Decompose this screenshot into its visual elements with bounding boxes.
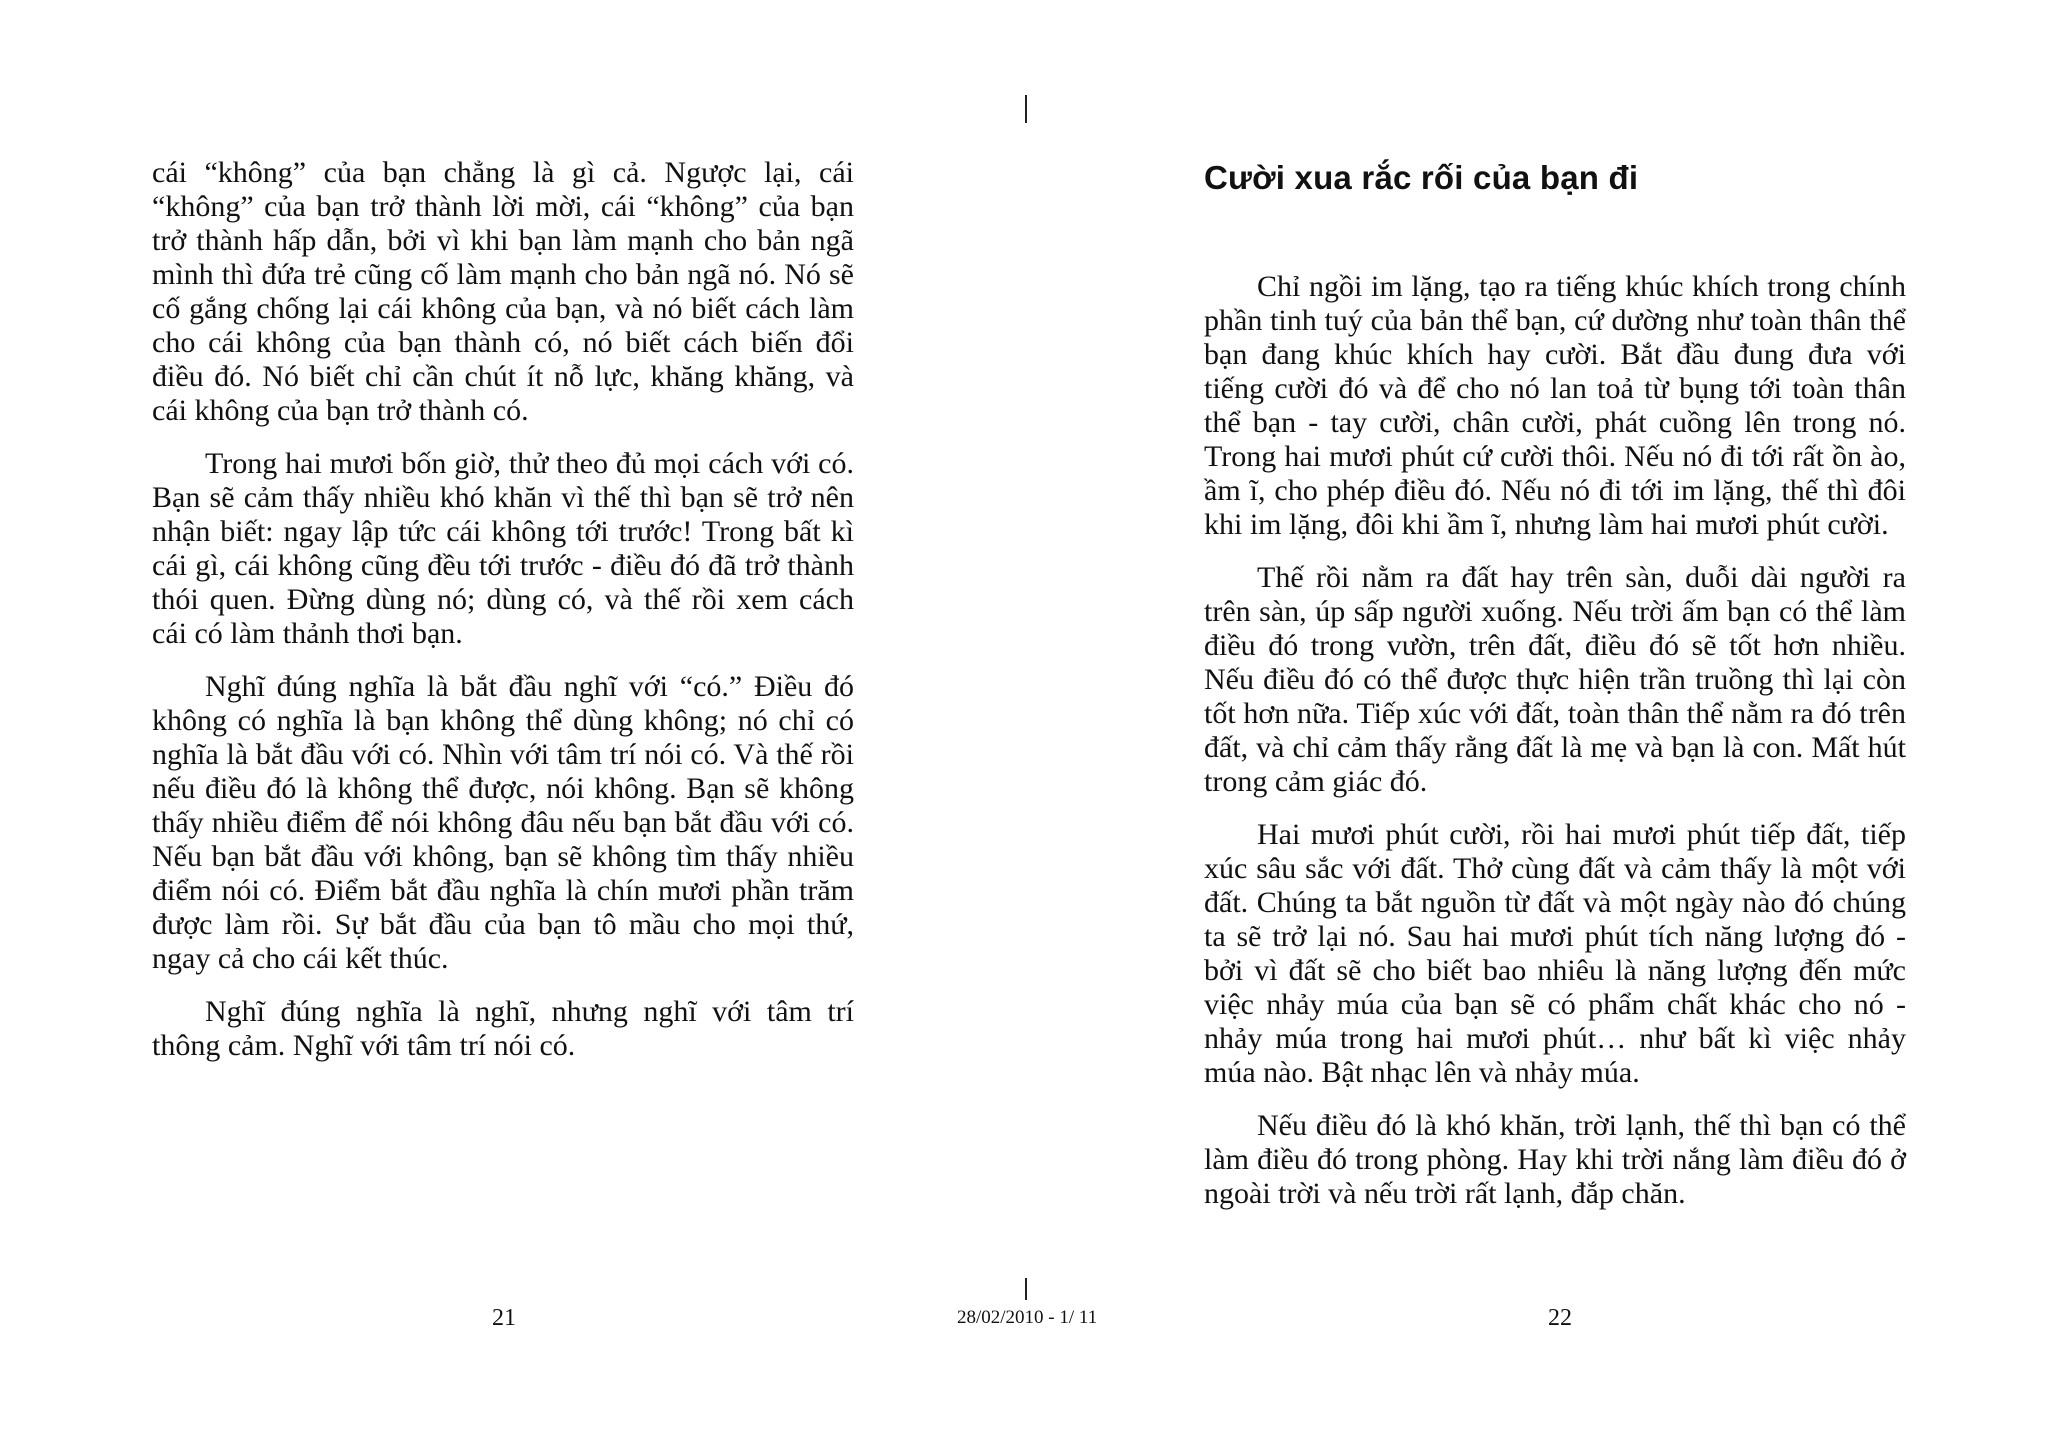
center-fold-mark-bottom [1025,1278,1027,1300]
right-page [1204,156,1906,1230]
right-paragraph-1: Chỉ ngồi im lặng, tạo ra tiếng khúc khích trong chính phần tinh tuý của bản thể bạn, cứ dường như toàn thân thể bạn đang khúc khích hay cười. Bắt đầu đung đưa với tiếng cười đó và để cho nó lan toả từ bụng tới toàn thân thể bạn - tay cười, chân cười, phát cuồng lên trong nó. Trong hai mươi phút cứ cười thôi. Nếu nó đi tới rất ồn ào, ầm ĩ, cho phép điều đó. Nếu nó đi tới im lặng, thế thì đôi khi im lặng, đôi khi ầm ĩ, nhưng làm hai mươi phút cười. [1204,270,1906,541]
right-paragraph-3: Hai mươi phút cười, rồi hai mươi phút tiếp đất, tiếp xúc sâu sắc với đất. Thở cùng đất và cảm thấy là một với đất. Chúng ta bắt nguồn từ đất và một ngày nào đó chúng ta sẽ trở lại nó. Sau hai mươi phút tích năng lượng đó - bởi vì đất sẽ cho biết bao nhiêu là năng lượng đến mức việc nhảy múa của bạn sẽ có phẩm chất khác cho nó - nhảy múa trong hai mươi phút… như bất kì việc nhảy múa nào. Bật nhạc lên và nhảy múa. [1204,818,1906,1089]
footer-date: 28/02/2010 - 1/ 11 [957,1307,1098,1328]
center-fold-mark-top [1025,95,1027,123]
right-paragraph-4: Nếu điều đó là khó khăn, trời lạnh, thế thì bạn có thể làm điều đó trong phòng. Hay khi trời nắng làm điều đó ở ngoài trời và nếu trời rất lạnh, đắp chăn. [1204,1109,1906,1210]
left-page [152,156,854,1082]
page-number-left: 21 [492,1305,516,1331]
left-paragraph-3: Nghĩ đúng nghĩa là bắt đầu nghĩ với “có.” Điều đó không có nghĩa là bạn không thể dùng không; nó chỉ có nghĩa là bắt đầu với có. Nhìn với tâm trí nói có. Và thế rồi nếu điều đó là không thể được, nói không. Bạn sẽ không thấy nhiều điểm để nói không đâu nếu bạn bắt đầu với có. Nếu bạn bắt đầu với không, bạn sẽ không tìm thấy nhiều điểm nói có. Điểm bắt đầu nghĩa là chín mươi phần trăm được làm rồi. Sự bắt đầu của bạn tô mầu cho mọi thứ, ngay cả cho cái kết thúc. [152,670,854,975]
chapter-heading: Cười xua rắc rối của bạn đi [1204,159,1639,196]
left-paragraph-2: Trong hai mươi bốn giờ, thử theo đủ mọi cách với có. Bạn sẽ cảm thấy nhiều khó khăn vì thế thì bạn sẽ trở nên nhận biết: ngay lập tức cái không tới trước! Trong bất kì cái gì, cái không cũng đều tới trước - điều đó đã trở thành thói quen. Đừng dùng nó; dùng có, và thế rồi xem cách cái có làm thảnh thơi bạn. [152,447,854,650]
page-number-right: 22 [1548,1305,1572,1331]
left-paragraph-1: cái “không” của bạn chẳng là gì cả. Ngược lại, cái “không” của bạn trở thành lời mời, cái “không” của bạn trở thành hấp dẫn, bởi vì khi bạn làm mạnh cho bản ngã mình thì đứa trẻ cũng cố làm mạnh cho bản ngã nó. Nó sẽ cố gắng chống lại cái không của bạn, và nó biết cách làm cho cái không của bạn thành có, nó biết cách biến đổi điều đó. Nó biết chỉ cần chút ít nỗ lực, khăng khăng, và cái không của bạn trở thành có. [152,156,854,427]
left-paragraph-4: Nghĩ đúng nghĩa là nghĩ, nhưng nghĩ với tâm trí thông cảm. Nghĩ với tâm trí nói có. [152,995,854,1062]
right-paragraph-2: Thế rồi nằm ra đất hay trên sàn, duỗi dài người ra trên sàn, úp sấp người xuống. Nếu trời ấm bạn có thể làm điều đó trong vườn, trên đất, điều đó sẽ tốt hơn nhiều. Nếu điều đó có thể được thực hiện trần truồng thì lại còn tốt hơn nữa. Tiếp xúc với đất, toàn thân thể nằm ra đó trên đất, và chỉ cảm thấy rằng đất là mẹ và bạn là con. Mất hút trong cảm giác đó. [1204,561,1906,798]
